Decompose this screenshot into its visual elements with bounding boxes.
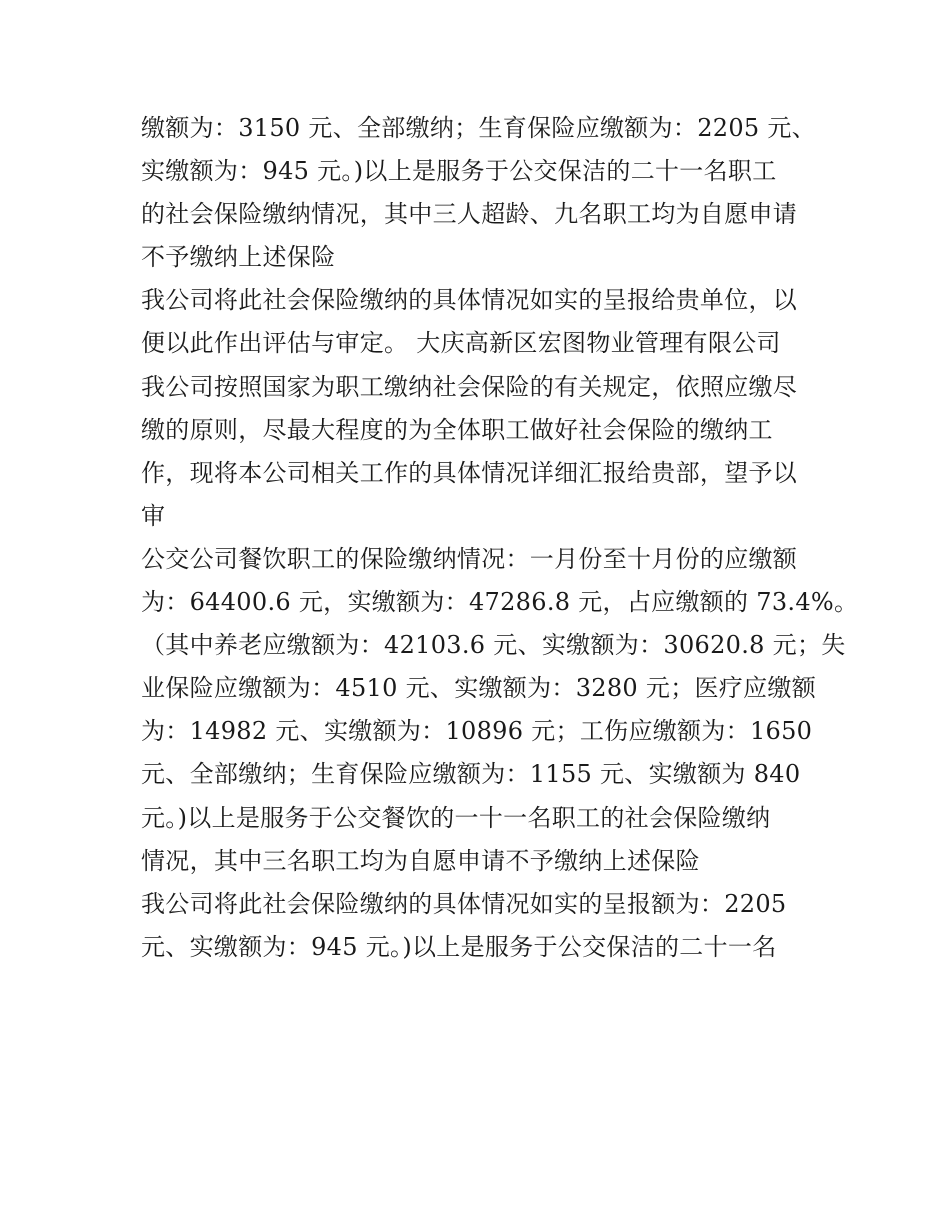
document-body (141, 107, 859, 969)
text-line: 为：64400.6 元，实缴额为：47286.8 元，占应缴额的 73.4%。 (141, 588, 859, 617)
text-line: 审 (141, 501, 166, 530)
text-line: 便以此作出评估与审定。 大庆高新区宏图物业管理有限公司 (141, 329, 781, 358)
text-line: 元、全部缴纳；生育保险应缴额为：1155 元、实缴额为 840 (141, 760, 801, 789)
text-line: 缴的原则，尽最大程度的为全体职工做好社会保险的缴纳工 (141, 415, 773, 444)
text-line: 元、实缴额为：945 元。)以上是服务于公交保洁的二十一名 (141, 932, 777, 961)
text-line: 我公司将此社会保险缴纳的具体情况如实的呈报额为：2205 (141, 889, 787, 918)
text-line: 为：14982 元、实缴额为：10896 元；工伤应缴额为：1650 (141, 717, 813, 746)
text-line: 作，现将本公司相关工作的具体情况详细汇报给贵部，望予以 (141, 458, 798, 487)
text-line: 缴额为：3150 元、全部缴纳；生育保险应缴额为：2205 元、 (141, 114, 817, 142)
text-line: 我公司按照国家为职工缴纳社会保险的有关规定，依照应缴尽 (141, 372, 798, 401)
text-line: 情况，其中三名职工均为自愿申请不予缴纳上述保险 (141, 846, 700, 875)
text-line: 业保险应缴额为：4510 元、实缴额为：3280 元；医疗应缴额 (141, 674, 817, 703)
text-line: 我公司将此社会保险缴纳的具体情况如实的呈报给贵单位，以 (141, 286, 798, 315)
text-line: 公交公司餐饮职工的保险缴纳情况：一月份至十月份的应缴额 (141, 544, 798, 573)
text-line: 实缴额为：945 元。)以上是服务于公交保洁的二十一名职工 (141, 157, 777, 186)
text-line: 元。)以上是服务于公交餐饮的一十一名职工的社会保险缴纳 (141, 803, 771, 832)
text-line: （其中养老应缴额为：42103.6 元、实缴额为：30620.8 元；失 (141, 631, 846, 660)
text-line: 不予缴纳上述保险 (141, 243, 336, 272)
text-line: 的社会保险缴纳情况，其中三人超龄、九名职工均为自愿申请 (141, 200, 798, 229)
